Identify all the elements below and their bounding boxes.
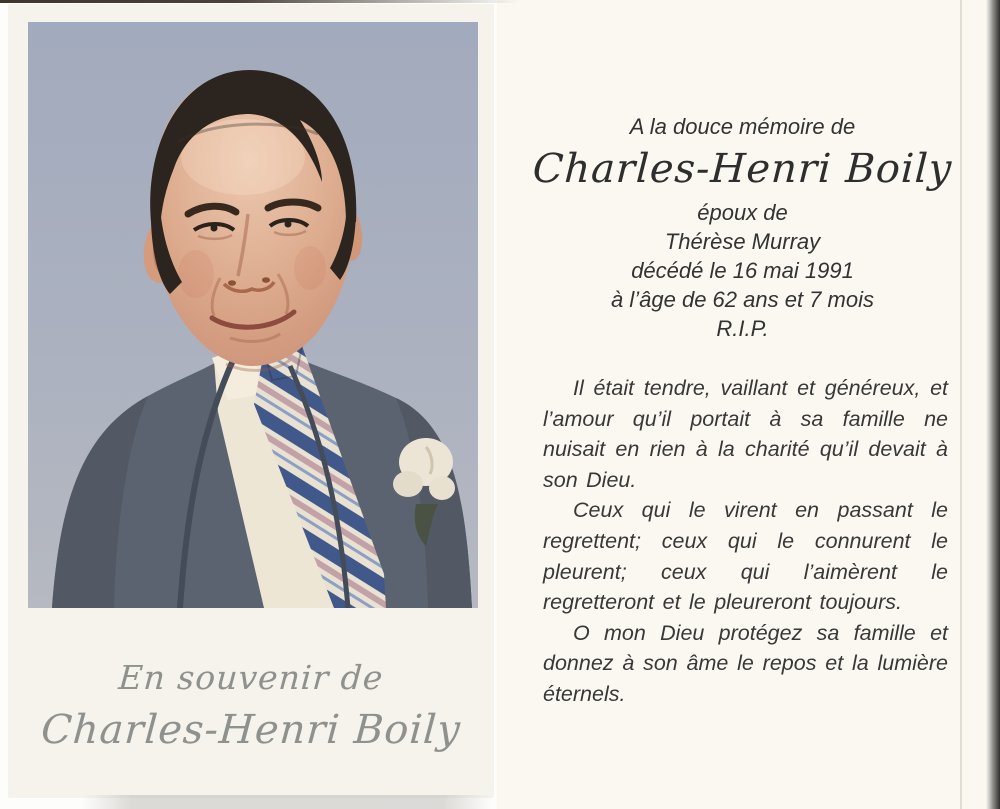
memorial-intro-line: A la douce mémoire de (629, 114, 856, 139)
photo-caption (8, 654, 494, 758)
memorial-card-photo-panel (8, 4, 494, 798)
eulogy-text (543, 373, 948, 710)
scanner-edge-artifact (0, 0, 520, 3)
scan-edge-shadow (986, 0, 1000, 809)
scanner-shadow-artifact (82, 795, 492, 809)
souvenir-caption-line: En souvenir de (117, 658, 385, 697)
death-date-line: décédé le 16 mai 1991 (631, 258, 854, 283)
spouse-name: Thérèse Murray (664, 229, 821, 254)
card-fold-line (960, 0, 962, 809)
deceased-name-caption: Charles-Henri Boily (39, 707, 463, 753)
memorial-header (497, 0, 988, 343)
eulogy-paragraph-1: Il était tendre, vaillant et généreux, et l’amour qu’il portait à sa famille ne nuisait en rien à la charité qu’il devait à son Dieu. (543, 376, 948, 492)
eulogy-paragraph-2: Ceux qui le virent en passant le regrettent; ceux qui le connurent le pleurent; ceux qui l’aimèrent le regretteront et le pleureront toujours. (543, 498, 948, 615)
portrait-photo (28, 22, 478, 608)
memorial-card-text-panel (497, 0, 988, 809)
deceased-name: Charles-Henri Boily (531, 146, 954, 192)
age-line: à l’âge de 62 ans et 7 mois (611, 287, 874, 312)
rip-line: R.I.P. (716, 316, 769, 341)
portrait-illustration (28, 22, 478, 608)
eulogy-paragraph-3: O mon Dieu protégez sa famille et donnez à son âme le repos et la lumière éternels. (543, 620, 948, 706)
spouse-intro-line: époux de (697, 200, 788, 225)
